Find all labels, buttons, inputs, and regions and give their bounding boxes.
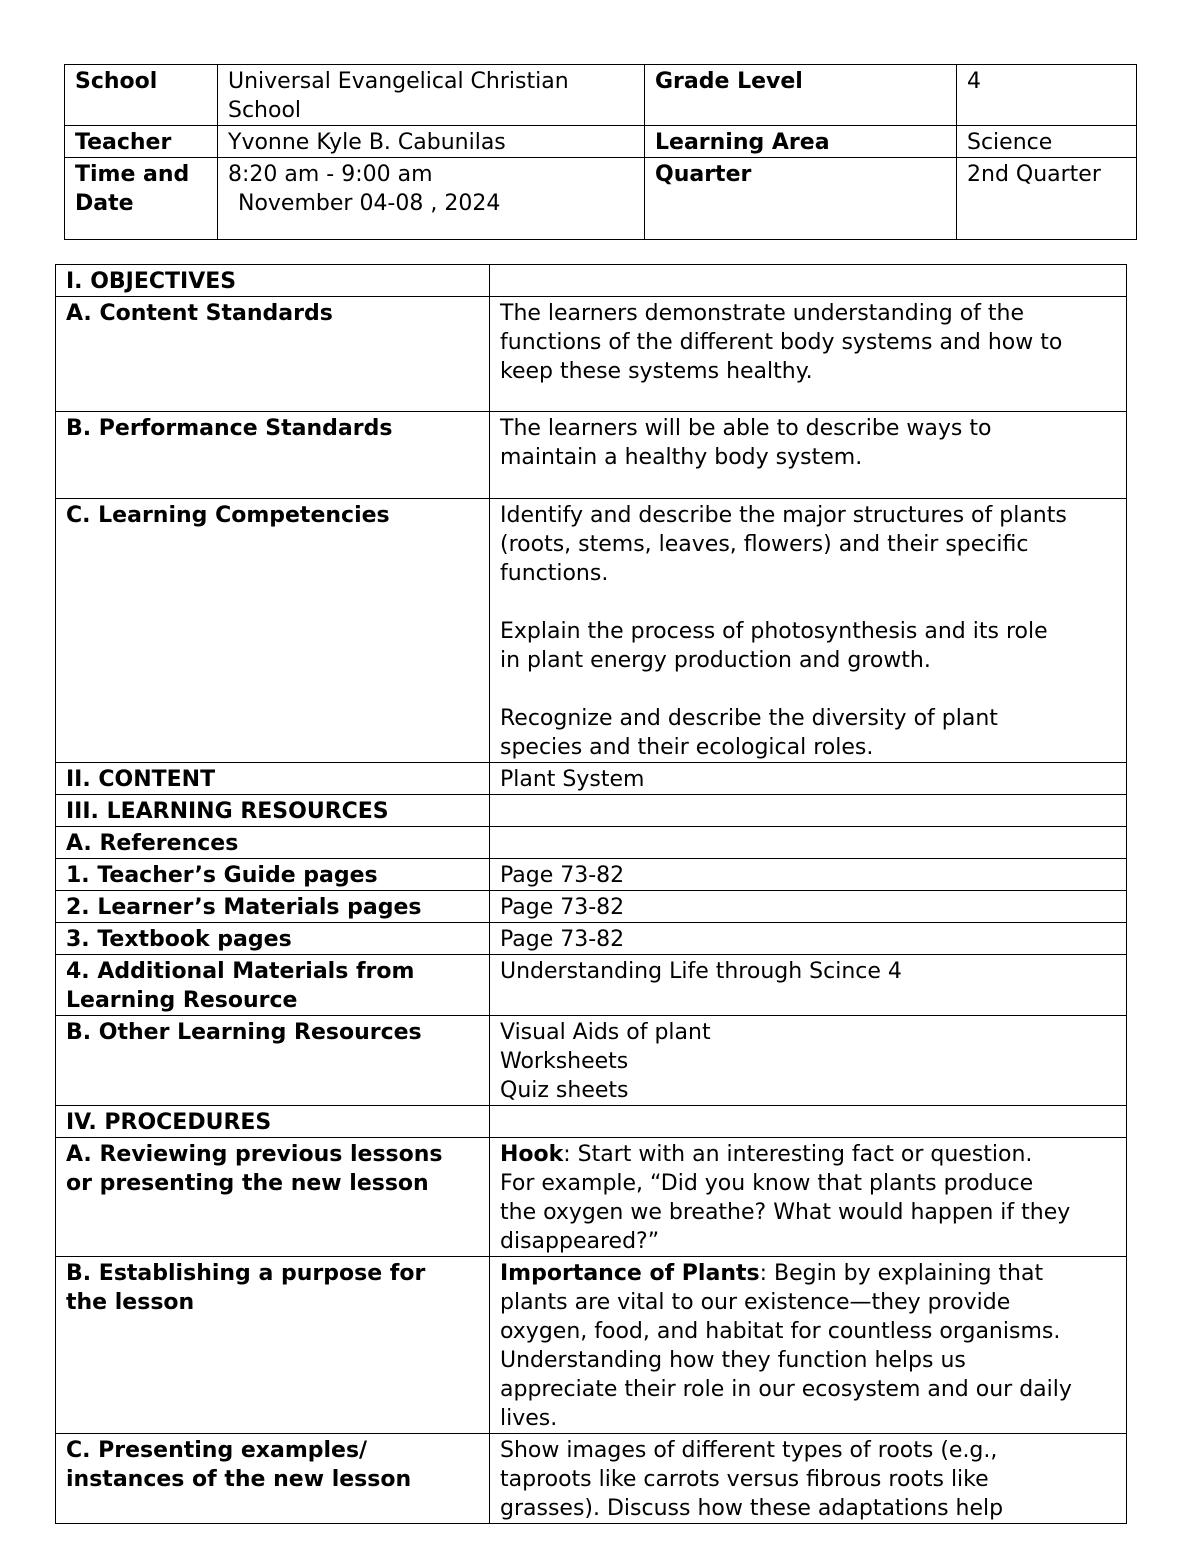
other-resources-value: Visual Aids of plant Worksheets Quiz sheets	[490, 1016, 1127, 1106]
purpose-label: B. Establishing a purpose for the lesson	[56, 1257, 490, 1434]
content-label: II. CONTENT	[56, 763, 490, 795]
time-value: 8:20 am - 9:00 am November 04-08 , 2024	[218, 158, 645, 240]
content-standards-value: The learners demonstrate understanding of the functions of the different body systems and how to keep these systems healthy.	[490, 297, 1127, 412]
grade-label: Grade Level	[645, 65, 957, 126]
references-label: A. References	[56, 827, 490, 859]
area-label: Learning Area	[645, 126, 957, 158]
learners-materials-label: 2. Learner’s Materials pages	[56, 891, 490, 923]
objectives-heading: I. OBJECTIVES	[56, 265, 490, 297]
school-value: Universal Evangelical Christian School	[218, 65, 645, 126]
teachers-guide-value: Page 73-82	[490, 859, 1127, 891]
examples-label: C. Presenting examples/ instances of the new lesson	[56, 1434, 490, 1524]
references-empty	[490, 827, 1127, 859]
procedures-heading: IV. PROCEDURES	[56, 1106, 490, 1138]
hook-term: Hook	[500, 1142, 564, 1167]
learning-competencies-value: Identify and describe the major structures of plants (roots, stems, leaves, flowers) and their specific functions. Explain the process of photosynthesis and its role in plant energy production and growth. Recognize and describe the diversity of plant species and their ecological roles.	[490, 499, 1127, 763]
header-table	[64, 64, 1137, 240]
additional-materials-value: Understanding Life through Scince 4	[490, 955, 1127, 1016]
content-value: Plant System	[490, 763, 1127, 795]
objectives-empty	[490, 265, 1127, 297]
teacher-label: Teacher	[65, 126, 218, 158]
procedures-empty	[490, 1106, 1127, 1138]
quarter-value: 2nd Quarter	[957, 158, 1137, 240]
teacher-value: Yvonne Kyle B. Cabunilas	[218, 126, 645, 158]
learners-materials-value: Page 73-82	[490, 891, 1127, 923]
teachers-guide-label: 1. Teacher’s Guide pages	[56, 859, 490, 891]
school-label: School	[65, 65, 218, 126]
content-standards-label: A. Content Standards	[56, 297, 490, 412]
area-value: Science	[957, 126, 1137, 158]
importance-term: Importance of Plants	[500, 1261, 760, 1286]
quarter-label: Quarter	[645, 158, 957, 240]
purpose-value: Importance of Plants: Begin by explaining that plants are vital to our existence—they provide oxygen, food, and habitat for countless organisms. Understanding how they function helps us appreciate their role in our ecosystem and our daily lives.	[490, 1257, 1127, 1434]
other-resources-label: B. Other Learning Resources	[56, 1016, 490, 1106]
textbook-label: 3. Textbook pages	[56, 923, 490, 955]
examples-value: Show images of different types of roots (e.g., taproots like carrots versus fibrous roots like grasses). Discuss how these adaptations help	[490, 1434, 1127, 1524]
learning-resources-empty	[490, 795, 1127, 827]
learning-resources-label: III. LEARNING RESOURCES	[56, 795, 490, 827]
performance-standards-value: The learners will be able to describe ways to maintain a healthy body system.	[490, 412, 1127, 499]
performance-standards-label: B. Performance Standards	[56, 412, 490, 499]
time-label: Time and Date	[65, 158, 218, 240]
reviewing-label: A. Reviewing previous lessons or presenting the new lesson	[56, 1138, 490, 1257]
learning-competencies-label: C. Learning Competencies	[56, 499, 490, 763]
grade-value: 4	[957, 65, 1137, 126]
lesson-plan-table	[55, 264, 1127, 1524]
additional-materials-label: 4. Additional Materials from Learning Resource	[56, 955, 490, 1016]
textbook-value: Page 73-82	[490, 923, 1127, 955]
reviewing-value: Hook: Start with an interesting fact or question. For example, “Did you know that plants produce the oxygen we breathe? What would happen if they disappeared?”	[490, 1138, 1127, 1257]
